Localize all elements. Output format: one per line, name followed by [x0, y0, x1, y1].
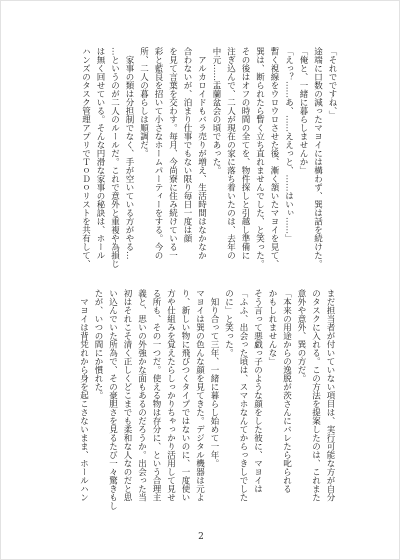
text-line: 途端に口数の減ったマヨイには構わず、巽は話を続けた。 — [312, 47, 323, 268]
text-line: マヨイは背凭れから身を起こさないまま、ホールハン — [78, 289, 89, 502]
text-line: まだ担当者が付いていない項目は、実行可能な方が自分 — [325, 289, 335, 502]
text-line: 所、二人の暮らしは順調だ。 — [138, 47, 149, 158]
text-line: 義と、思いの外強かな面もあるのだろうか。出会った当 — [136, 289, 147, 502]
text-line: のタスクに入れる。この方法を提案したのは、これまた — [310, 289, 321, 502]
text-line: 「俺と、一緒に暮らしませんか」 — [298, 47, 308, 175]
text-line: 知り合って三年、一緒に暮らし始めて一年。 — [209, 289, 219, 468]
text-line: り、新しい物に飛びつくタイプではないのに、一度使い — [180, 289, 190, 502]
text-line: のに」と笑った。 — [223, 289, 234, 357]
text-line: 合わないが、泊まり仕事でもない限り毎日一度は顔 — [182, 47, 192, 243]
text-line: い込んでいた所為で、その豪胆さを見るたび一々驚きもし — [107, 289, 118, 510]
text-line: 巽は、断られたら暫く立ち直れませんでした、と笑った。 — [254, 47, 265, 268]
text-line: 中元……盂蘭盆会の頃であった。 — [211, 47, 221, 175]
text-block-lower — [76, 289, 337, 519]
text-line: マヨイは巽の色んな顔を見てきた。デジタル機器は元よ — [194, 289, 205, 502]
text-line: 意外や意外、巽の方だ。 — [296, 289, 306, 383]
text-line: 家事の類は分担制でなく、手が空いている方がやる… — [124, 47, 134, 260]
text-line: 「えっ？……あ、……ええっと、……はいぃ……」 — [283, 47, 294, 243]
text-line: 注ぎ込んで、二人が現在の家に落ち着いたのは、去年の — [225, 47, 236, 260]
text-line: る所も、その一つだ。使える物は存分に、という合理主 — [151, 289, 161, 502]
text-line: かもしれませんな」 — [267, 289, 277, 366]
text-line: 方や仕組みを覚えたらしっかりちゃっかり活用して見せ — [165, 289, 176, 502]
text-line: ハンズのタスク管理アプリでＴｏＤｏリストを共有して、 — [80, 47, 91, 268]
text-line: そう言って悪戯っ子のような顔をした彼に、マヨイは — [252, 289, 263, 493]
text-line: アルカロイドもバラ売りが増え、生活時間はなかなか — [196, 47, 207, 260]
text-line: 彩と藍良を招いて小さなホームパーティーをする。今の — [153, 47, 163, 260]
text-block-upper — [78, 47, 339, 277]
text-line: 「それでですね、」 — [327, 47, 337, 120]
page-number: 2 — [198, 532, 204, 542]
text-line: を見て言葉を交わす。毎月、今尚寮に住み続けている一 — [167, 47, 178, 260]
text-line: 暫く視線をウロウロさせた後、漸く頷いたマヨイを見て、 — [269, 47, 279, 268]
text-line: 「本来の用途からの逸脱が茨さんにバレたら叱られる — [281, 289, 292, 493]
text-line: 初はそれこそ清く正しくどこまでも柔和な人なのだと思 — [122, 289, 132, 502]
text-line: その後はオフの時間の全てを、物件探しと引越し準備に — [240, 47, 250, 260]
text-line: は無く回せている。そんな円滑な家事の秘訣は、ホール — [95, 47, 105, 260]
text-line: …というのが二人のルールだ。これで意外と重複や為損じ — [109, 47, 120, 268]
text-line: たが、いつの間にか慣れた。 — [93, 289, 103, 400]
text-line: 「ふふ、出会った頃は、スマホなんてからっきしでした — [238, 289, 248, 502]
